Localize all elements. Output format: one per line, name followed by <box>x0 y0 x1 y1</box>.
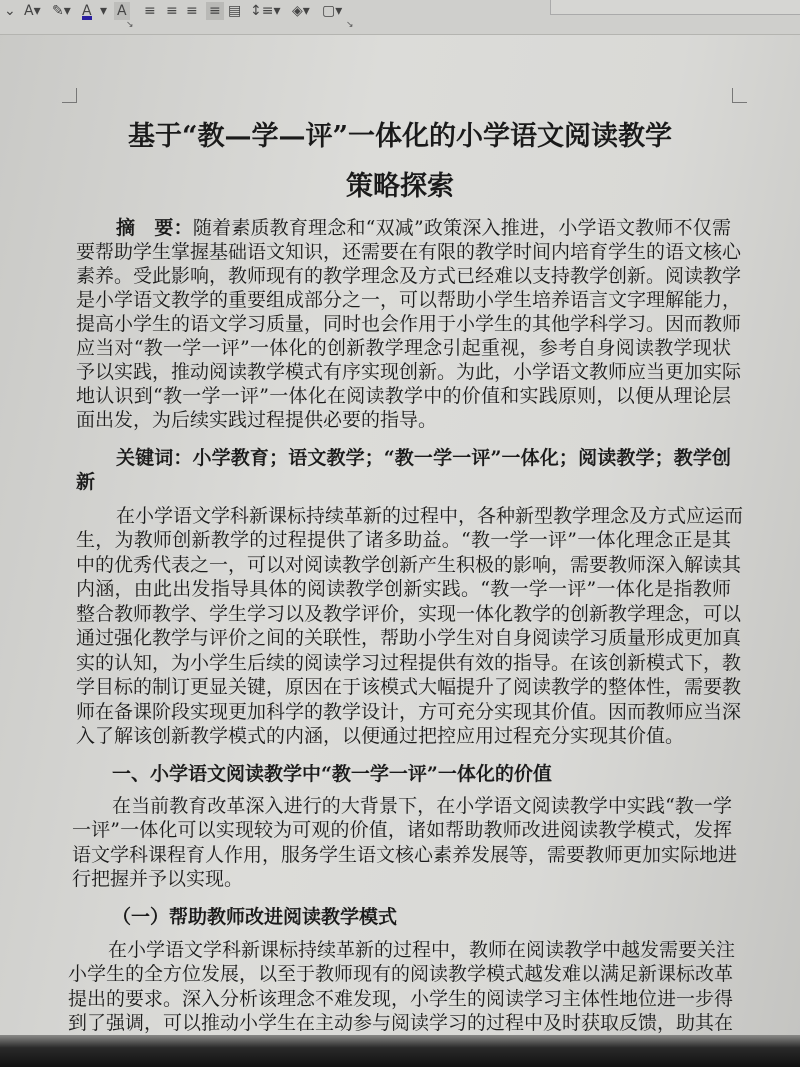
abstract-line: 地认识到“教一学一评”一体化在阅读教学中的价值和实践原则，以便从理论层 <box>76 385 731 407</box>
intro-line: 生，为教师创新教学的过程提供了诸多助益。“教一学一评”一体化理念正是其 <box>76 529 731 551</box>
intro-line: 整合教师教学、学生学习以及教学评价，实现一体化教学的创新教学理念，可以 <box>76 603 742 625</box>
abstract-line: 予以实践，推动阅读教学模式有序实现创新。为此，小学语文教师应当更加实际 <box>76 361 742 383</box>
intro-line: 在小学语文学科新课标持续革新的过程中，各种新型教学理念及方式应运而 <box>116 505 744 527</box>
section1-line: 语文学科课程育人作用，服务学生语文核心素养发展等，需要教师更加实际地进 <box>72 844 738 866</box>
section2-line: 在小学语文学科新课标持续革新的过程中，教师在阅读教学中越发需要关注 <box>108 939 736 961</box>
align-center-icon[interactable]: ≡ <box>166 3 178 19</box>
section1-line: 行把握并予以实现。 <box>72 868 244 890</box>
document-title: 基于“教—学—评”一体化的小学语文阅读教学 <box>127 121 673 152</box>
line-spacing-icon[interactable]: ↕≡▾ <box>250 3 281 19</box>
section2-line: 到了强调，可以推动小学生在主动参与阅读学习的过程中及时获取反馈，助其在 <box>68 1012 734 1034</box>
section1-line: 一评”一体化可以实现较为可观的价值，诸如帮助教师改进阅读教学模式，发挥 <box>72 819 732 841</box>
abstract-line: 面出发，为后续实践过程提供必要的指导。 <box>76 409 438 431</box>
intro-line: 学目标的制订更显关键，原因在于该模式大幅提升了阅读教学的整体性，需要教 <box>76 676 742 698</box>
abstract-line: 要帮助学生掌握基础语文知识，还需要在有限的教学时间内培育学生的语文核心 <box>76 241 742 263</box>
intro-line: 内涵，由此出发指导具体的阅读教学创新实践。“教一学一评”一体化是指教师 <box>76 578 731 600</box>
intro-line: 实的认知，为小学生后续的阅读学习过程提供有效的指导。在该创新模式下，教 <box>76 652 742 674</box>
margin-corner-mark <box>732 88 747 103</box>
text-effects-icon[interactable]: A▾ <box>24 3 41 19</box>
intro-line: 入了解该创新教学模式的内涵，以便通过把控应用过程充分实现其价值。 <box>76 725 685 747</box>
paragraph-dialog-launcher-icon[interactable]: ↘ <box>346 20 354 30</box>
abstract-line: 是小学语文教学的重要组成部分之一，可以帮助小学生培养语言文字理解能力， <box>76 289 742 311</box>
section2-line: 提出的要求。深入分析该理念不难发现，小学生的阅读学习主体性地位进一步得 <box>68 988 734 1010</box>
borders-icon[interactable]: ▢▾ <box>322 3 343 19</box>
abstract-label: 摘 要： <box>116 217 193 239</box>
character-shading-icon[interactable]: A <box>114 2 130 20</box>
intro-line: 通过强化教学与评价之间的关联性，帮助小学生对自身阅读学习质量形成更加真 <box>76 627 742 649</box>
section1-line: 在当前教育改革深入进行的大背景下，在小学语文阅读教学中实践“教一学 <box>112 795 732 817</box>
keywords-line: 关键词：小学教育；语文教学；“教一学一评”一体化；阅读教学；教学创 <box>116 447 731 469</box>
font-dialog-launcher-icon[interactable]: ↘ <box>126 20 134 30</box>
subsection-heading: （一）帮助教师改进阅读教学模式 <box>112 906 398 928</box>
styles-gallery[interactable] <box>550 0 800 15</box>
abstract-line: 摘 要：随着素质教育理念和“双减”政策深入推进，小学语文教师不仅需 <box>116 217 731 239</box>
intro-line: 中的优秀代表之一，可以对阅读教学创新产生积极的影响，需要教师深入解读其 <box>76 554 742 576</box>
section2-line: 小学生的全方位发展，以至于教师现有的阅读教学模式越发难以满足新课标改革 <box>68 963 734 985</box>
align-right-icon[interactable]: ≡ <box>186 3 198 19</box>
intro-line: 师在备课阶段实现更加科学的教学设计，方可充分实现其价值。因而教师应当深 <box>76 701 742 723</box>
document-title: 策略探索 <box>346 171 454 202</box>
font-color-icon[interactable]: A <box>82 3 92 19</box>
distributed-icon[interactable]: ▤ <box>228 3 242 19</box>
highlight-icon[interactable]: ✎▾ <box>52 3 71 19</box>
margin-corner-mark <box>62 88 77 103</box>
align-left-icon[interactable]: ≡ <box>144 3 156 19</box>
keywords-line: 新 <box>76 471 96 493</box>
justify-icon[interactable]: ≡ <box>206 2 224 20</box>
font-color-chevron-icon[interactable]: ▾ <box>100 3 108 19</box>
ribbon-toolbar <box>0 0 800 35</box>
monitor-bezel <box>0 1035 800 1067</box>
font-size-chevron-icon[interactable]: ⌄ <box>4 3 16 19</box>
section-heading: 一、小学语文阅读教学中“教一学一评”一体化的价值 <box>112 763 552 785</box>
abstract-line: 素养。受此影响，教师现有的教学理念及方式已经难以支持教学创新。阅读教学 <box>76 265 742 287</box>
shading-icon[interactable]: ◈▾ <box>292 3 310 19</box>
abstract-line: 应当对“教一学一评”一体化的创新教学理念引起重视，参考自身阅读教学现状 <box>76 337 731 359</box>
abstract-line: 提高小学生的语文学习质量，同时也会作用于小学生的其他学科学习。因而教师 <box>76 313 742 335</box>
